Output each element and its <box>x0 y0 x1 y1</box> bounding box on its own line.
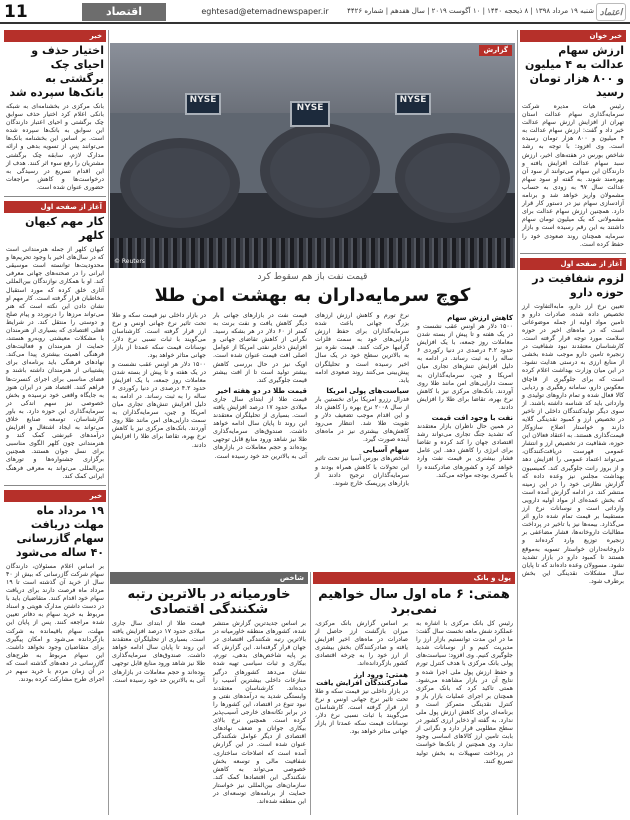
article-paragraph: قیمت طلا از ابتدای سال جاری میلادی حدود ۱۷ درصد افزایش یافته است. بسیاری از تحلیلگران معتقدند این روند تا پایان سال ادامه خواهد داشت. صندوق‌های سرمایه‌گذاری طلا نیز شاهد ورود منابع قابل توجهی بوده‌اند و حجم معاملات در بازارهای آتی به بالاترین حد خود رسیده است. <box>213 395 307 460</box>
page-header <box>0 0 630 24</box>
headline-drug-transparency: لزوم شفافیت در حوزه دارو <box>532 271 624 299</box>
article-gas-shares: بر اساس اعلام مسئولان، دارندگان سهام شرکت گازرسانی که بیش از ۴۰ سال از خرید آن گذشته است تا ۱۹ مرداد ماه فرصت دارند برای دریافت سهام خود اقدام کنند. متقاضیان باید با در دست داشتن مدارک هویتی و اسناد مربوط به خرید سهام به دفاتر تعیین شده مراجعه کنند. پس از پایان این مهلت، سهام باقیمانده به شرکت بازگردانده می‌شود و امکان پیگیری برای متقاضیان وجود نخواهد داشت. این سهام مربوط به طرح‌های گازرسانی در دهه‌های گذشته است که در آن زمان مردم با خرید سهم در اجرای طرح مشارکت کرده بودند. <box>6 562 104 684</box>
main-col-4 <box>110 312 208 570</box>
article-middle-east: بر اساس جدیدترین گزارش منتشر شده، کشورهای منطقه خاورمیانه در بالاترین رتبه شکنندگی اقتصادی در جهان قرار گرفته‌اند. این گزارش که بر پایه شاخص‌های بدهی، تورم، بیکاری و ثبات سیاسی تهیه شده نشان می‌دهد کشورهای درگیر منازعات داخلی بیشترین آسیب را دیده‌اند. کارشناسان معتقدند وابستگی شدید به درآمدهای نفتی و نبود تنوع در اقتصاد، این کشورها را در برابر تکانه‌های خارجی آسیب‌پذیر کرده است. همچنین نرخ بالای بیکاری جوانان و ضعف نهادهای اقتصادی از دیگر عوامل شکنندگی عنوان شده است. در این گزارش آمده است که اصلاحات ساختاری، شفافیت مالی و توسعه بخش خصوصی می‌تواند به کاهش شکنندگی این اقتصادها کمک کند. سازمان‌های بین‌المللی نیز خواستار حمایت از برنامه‌های توسعه‌ای در این منطقه شده‌اند. <box>213 620 306 806</box>
article-paragraph: در بازار داخلی نیز قیمت سکه و طلا تحت تاثیر نرخ جهانی اونس و نرخ ارز قرار گرفته است. کارشناسان می‌گویند با ثبات نسبی نرخ دلار، نوسانات قیمت سکه عمدتا از بازار جهانی متاثر خواهد بود. <box>112 312 206 360</box>
main-col-1 <box>415 312 515 570</box>
tag-continued: آغاز از صفحه اول <box>520 258 626 270</box>
subhead: نفت با وجود افت قیمت <box>431 414 513 423</box>
article-paragraph: فدرال رزرو امریکا برای نخستین بار از سال ۲۰۰۸ نرخ بهره را کاهش داد و این اقدام موجب تضعیف دلار و تقویت طلا شد. انتظار می‌رود کاهش‌های بیشتری نیز در ماه‌های آینده صورت گیرد. <box>315 395 409 444</box>
tag-news-reader: خبر خوان <box>520 30 626 42</box>
article-paragraph: شاخص‌های بورس آسیا نیز تحت تاثیر این تحولات با کاهش همراه بودند و سرمایه‌گذاران ترجیح دادند از بازارهای پرریسک خارج شوند. <box>315 455 409 487</box>
column-divider <box>108 30 109 815</box>
tag-news: خبر <box>4 490 106 502</box>
main-headline: کوچ سرمایه‌داران به بهشت امن طلا <box>154 285 471 306</box>
subhead: سیاست‌های پولی امریکا <box>326 386 409 395</box>
divider <box>4 196 106 197</box>
dateline: شنبه ۱۹ مرداد ۱۳۹۸ | ۸ ذیحجه ۱۴۴۰ | ۱۰ آگوست ۲۰۱۹ | سال هفدهم | شماره ۴۴۲۶ <box>347 7 594 15</box>
story-hemmati <box>313 572 515 815</box>
subhead: سهام آسیایی <box>362 446 409 455</box>
article-paragraph: در همین حال ناظران بازار معتقدند که تشدید جنگ تجاری می‌تواند رشد اقتصادی جهان را کند کرده و تقاضا برای انرژی را کاهش دهد. این عامل فشار بیشتری بر قیمت نفت وارد خواهد کرد و کشورهای صادرکننده را با کسری بودجه مواجه می‌کند. <box>417 423 513 479</box>
tag-report: گزارش <box>479 45 512 56</box>
headline-middle-east: خاورمیانه در بالاترین رتبه شکنندگی اقتصادی <box>127 587 291 617</box>
headline-gas-shares: ۱۹ مرداد ماه مهلت دریافت سهام گازرسانی ۴۰ ساله می‌شود <box>15 503 104 559</box>
article-bounced-checks: بانک مرکزی در بخشنامه‌ای به شبکه بانکی اعلام کرد اختیار حذف سوابق چک برگشتی و احیای اعتبار دارندگان این سوابق به بانک‌ها سپرده شده است. بر اساس این بخشنامه بانک‌ها می‌توانند پس از تسویه بدهی و ارائه مدارک لازم، سابقه چک برگشتی مشتریان را رفع سوء اثر کنند. هدف از این اقدام تسریع در رسیدگی به درخواست‌ها و کاهش مراجعات حضوری عنوان شده است. <box>6 103 104 191</box>
page-number: 11 <box>4 2 28 22</box>
article-paragraph: نرخ تورم و کاهش ارزش ارزهای بزرگ جهانی باعث شده سرمایه‌گذاران برای حفظ ارزش دارایی‌های خود به سمت فلزات گرانبها حرکت کنند. قیمت نقره نیز به بالاترین سطح خود در یک سال اخیر رسیده است و تحلیلگران پیش‌بینی می‌کنند روند صعودی ادامه یابد. <box>315 312 409 384</box>
stock-exchange-photo: NYSE NYSE NYSE گزارش © Reuters <box>110 43 515 268</box>
column-divider <box>310 572 311 815</box>
subhead-hemmati: همتی: ورود ارز صادرکنندگان افزایش یافت <box>316 670 408 687</box>
article-drug-transparency: تعیین نرخ ارز دارو، مابه‌التفاوت ارز تخصیص داده شده، صادرات دارو و تامین مواد اولیه از جمله موضوعاتی است که در ماه‌های اخیر در حوزه سلامت مورد توجه قرار گرفته است. کارشناسان معتقدند نبود شفافیت در زنجیره تامین دارو موجب شده بخشی از منابع ارزی به درستی هدایت نشود. در این میان وزارت بهداشت اعلام کرده است که برای جلوگیری از قاچاق معکوس دارو، سامانه رهگیری و ردیابی کالا فعال شده و تمام داروهای تولیدی و وارداتی باید کد شناسه داشته باشند. از سوی دیگر تولیدکنندگان داخلی از تاخیر در تخصیص ارز و کمبود نقدینگی گلایه دارند و خواستار اصلاح سازوکار قیمت‌گذاری هستند. به اعتقاد فعالان این حوزه، شفافیت در تخصیص ارز و انتشار عمومی فهرست دریافت‌کنندگان، می‌تواند اعتماد عمومی را افزایش دهد و از بروز رانت جلوگیری کند. کمیسیون بهداشت مجلس نیز وعده داده که گزارش نظارتی خود را در این زمینه منتشر کند. در ادامه گزارش آمده است که بخش عمده‌ای از مواد اولیه دارویی وارداتی است و نوسانات نرخ ارز مستقیما بر قیمت تمام شده دارو اثر می‌گذارد. بیمه‌ها نیز با تاخیر در پرداخت مطالبات داروخانه‌ها، فشار مضاعفی بر زنجیره توزیع وارد کرده‌اند و داروخانه‌داران خواستار تسویه به‌موقع هستند تا کمبود دارو در بازار تشدید نشود. مسوولان وعده داده‌اند که تا پایان سال مشکلات نقدینگی این بخش برطرف شود. <box>521 302 624 585</box>
headline-kalhor: کار مهم کیهان کلهر <box>25 215 104 243</box>
article-paragraph: قیمت نفت در بازارهای جهانی بار دیگر کاهش یافت و نفت برنت به کمتر از ۶۰ دلار در هر بشکه رسید. نگرانی از کاهش تقاضای جهانی و افزایش ذخایر نفتی امریکا از عوامل اصلی افت قیمت عنوان شده است. اوپک نیز در حال بررسی کاهش بیشتر تولید است تا از افت بیشتر قیمت جلوگیری کند. <box>213 312 307 384</box>
article-paragraph: در بازار داخلی نیز قیمت سکه و طلا تحت تاثیر نرخ جهانی اونس و نرخ ارز قرار گرفته است. کارشناسان می‌گویند با ثبات نسبی نرخ دلار، نوسانات قیمت سکه عمدتا از بازار جهانی متاثر خواهد بود. <box>315 687 408 736</box>
article-hemmati-cont: بر اساس گزارش بانک مرکزی، میزان بازگشت ارز حاصل از صادرات در ماه‌های اخیر افزایش یافته و صادرکنندگان بخش بیشتری از ارز خود را به چرخه اقتصادی کشور بازگردانده‌اند. <box>315 620 408 668</box>
article-paragraph: ۱۵۰۰ دلار هر اونس عقب نشست و در یک هفته و تا پیش از بسته شدن معاملات روز جمعه، با یک افزایش حدود ۴.۲ درصدی در دنیا رکوردی ۶ ساله را به ثبت رساند. در ادامه به دلیل افزایش تنش‌های تجاری میان امریکا و چین، سرمایه‌گذاران به سمت دارایی‌های امن مانند طلا روی آوردند. بانک‌های مرکزی نیز با کاهش نرخ بهره، تقاضا برای طلا را افزایش دادند. <box>112 360 206 449</box>
section-label: اقتصاد <box>82 3 166 21</box>
article-hemmati: رئیس کل بانک مرکزی با اشاره به عملکرد شش ماهه نخست سال گفت: ما در این مدت توانستیم بازار ارز را مدیریت کنیم و از نوسانات شدید جلوگیری کنیم. وی افزود: سیاست‌های پولی بانک مرکزی با هدف کنترل تورم و حفظ ارزش پول ملی اجرا شده و نتایج آن در بازار مشاهده می‌شود. همتی تاکید کرد که بانک مرکزی همچنان بر اجرای عملیات بازار باز و کنترل نقدینگی متمرکز است و برنامه‌ای برای کاهش ارزش پول ملی ندارد. به گفته او ذخایر ارزی کشور در سطح مطلوبی قرار دارد و نگرانی از بابت تامین ارز کالاهای اساسی وجود ندارد. وی همچنین از بانک‌ها خواست در پرداخت تسهیلات به بخش تولید تسریع کنند. <box>416 620 513 765</box>
main-col-3 <box>211 312 309 570</box>
section-email: eghtesad@etemadnewspaper.ir <box>201 7 329 16</box>
tag-continued: آغاز از صفحه اول <box>4 201 106 213</box>
tag-money-bank: پول و بانک <box>313 572 515 584</box>
column-divider <box>517 30 518 815</box>
main-col-2 <box>313 312 411 570</box>
article-middle-east-cont: قیمت طلا از ابتدای سال جاری میلادی حدود ۱۷ درصد افزایش یافته است. بسیاری از تحلیلگران معتقدند این روند تا پایان سال ادامه خواهد داشت. صندوق‌های سرمایه‌گذاری طلا نیز شاهد ورود منابع قابل توجهی بوده‌اند و حجم معاملات در بازارهای آتی به بالاترین حد خود رسیده است. <box>112 620 205 684</box>
tag-news: خبر <box>4 30 106 42</box>
article-paragraph: ۱۵۰۰ دلار هر اونس عقب نشست و در یک هفته و تا پیش از بسته شدن معاملات روز جمعه، با یک افزایش حدود ۴.۲ درصدی در دنیا رکوردی ۶ ساله را به ثبت رساند. در ادامه به دلیل افزایش تنش‌های تجاری میان امریکا و چین، سرمایه‌گذاران به سمت دارایی‌های امن مانند طلا روی آوردند. بانک‌های مرکزی نیز با کاهش نرخ بهره، تقاضا برای طلا را افزایش دادند. <box>417 323 513 411</box>
story-middle-east <box>110 572 308 815</box>
headline-bounced-checks: اختیار حذف و احیای چک برگشتی به بانک‌ها سپرده شد <box>9 44 104 99</box>
newspaper-logo: اعتماد <box>596 3 626 21</box>
main-kicker: قیمت نفت باز هم سقوط کرد <box>257 272 368 282</box>
divider <box>4 485 106 486</box>
tag-index: شاخص <box>110 572 308 584</box>
subhead: قیمت طلا در دو هفته اخیر <box>216 386 307 395</box>
photo-credit: © Reuters <box>114 258 145 265</box>
right-column <box>520 30 626 815</box>
article-kalhor: کیهان کلهر از جمله هنرمندانی است که در سال‌های اخیر با وجود تحریم‌ها و محدودیت‌ها توانسته است موسیقی ایرانی را در صحنه‌های جهانی معرفی کند. او با همکاری نوازندگان بین‌المللی آثاری خلق کرده که مورد استقبال مخاطبان قرار گرفته است. کار مهم او نشان دادن این نکته است که هنر می‌تواند مرزها را درنوردد و پیام صلح و دوستی را منتقل کند. در شرایط فعلی اقتصادی که بسیاری از هنرمندان با مشکلات معیشتی روبه‌رو هستند، حمایت از هنرمندان و فعالیت‌های فرهنگی اهمیت بیشتری پیدا می‌کند. نهادهای فرهنگی باید برنامه‌ای برای پشتیبانی از هنرمندان داشته باشند و فضای مناسبی برای اجرای کنسرت‌ها فراهم کنند. اقتصاد هنر در ایران هنوز به جایگاه واقعی خود نرسیده و بخش خصوصی نیز سهم اندکی در سرمایه‌گذاری این حوزه دارد. به باور کارشناسان، توسعه صنایع خلاق می‌تواند به ایجاد اشتغال و افزایش درآمدهای غیرنفتی کمک کند و هنرمندانی چون کلهر الگوی مناسبی برای نسل جوان هستند. همچنین برگزاری جشنواره‌ها و تورهای بین‌المللی می‌تواند به معرفی فرهنگ ایرانی کمک کند. <box>6 246 104 480</box>
headline-hemmati: همتی: ۶ ماه اول سال خواهیم نمی‌برد <box>318 587 510 617</box>
subhead: کاهش ارزش سهام <box>447 314 513 322</box>
left-column <box>4 30 106 815</box>
article-justice-shares: رئیس هیات مدیره شرکت سرمایه‌گذاری سهام عدالت استان تهران از افزایش ارزش سهام عدالت خبر داد و گفت: ارزش سهام عدالت به ۴ میلیون و ۸۰۰ هزار تومان رسیده است. وی افزود: با توجه به رشد شاخص بورس در هفته‌های اخیر، ارزش سبد سهام عدالت افزایش یافته و دارندگان این سهام می‌توانند از سود آن بهره‌مند شوند. به گفته او سود سهام عدالت سال ۹۷ به زودی به حساب مشمولان واریز خواهد شد و برنامه آزادسازی سهام نیز در دستور کار قرار دارد. همچنین ارزش سهام عدالت برای مشمولانی که یک میلیون تومان سهام داشتند به این رقم رسیده است و بازار سرمایه همچنان روند صعودی خود را حفظ کرده است. <box>522 103 624 248</box>
headline-justice-shares: ارزش سهام عدالت به ۴ میلیون و ۸۰۰ هزار تومان رسید <box>525 44 624 99</box>
divider <box>520 253 626 254</box>
